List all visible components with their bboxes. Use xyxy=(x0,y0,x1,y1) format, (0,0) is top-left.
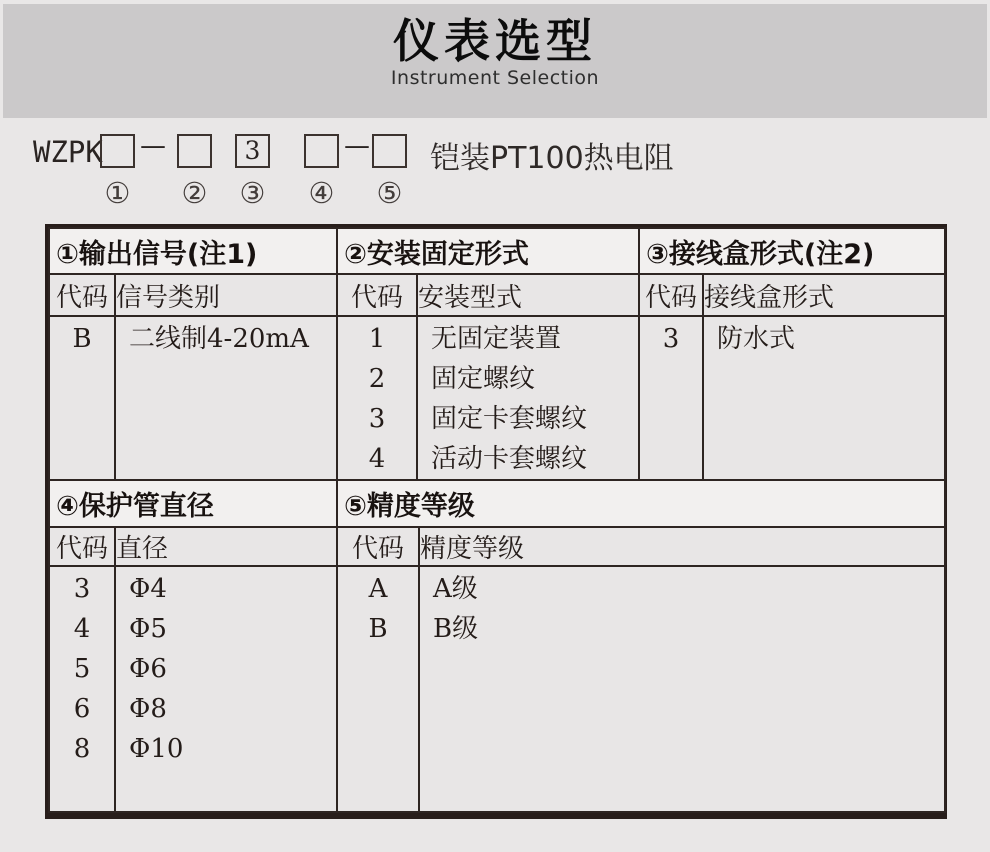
model-code-box-3: 3 xyxy=(235,134,270,168)
model-code-box-2 xyxy=(177,134,212,168)
code-cell xyxy=(49,566,115,812)
value-cell-line: 防水式 xyxy=(717,324,796,354)
code-cell-line: B xyxy=(72,324,92,354)
value-cell xyxy=(417,316,639,480)
column-header-code: 代码 xyxy=(337,274,417,316)
dash-separator: — xyxy=(344,131,370,161)
value-cell-line: Φ6 xyxy=(129,654,167,684)
page-subtitle: Instrument Selection xyxy=(390,66,600,89)
selection-table xyxy=(45,224,947,819)
value-cell-line: Φ8 xyxy=(129,694,167,724)
value-cell xyxy=(703,316,945,480)
code-cell-line: 1 xyxy=(368,324,386,354)
model-code-box-4 xyxy=(304,134,339,168)
value-cell-line: 固定螺纹 xyxy=(431,364,536,394)
code-cell-line: 6 xyxy=(73,694,91,724)
column-header-code: 代码 xyxy=(337,527,419,566)
column-header-value: 精度等级 xyxy=(419,527,945,566)
circled-number-4: ④ xyxy=(308,176,335,210)
value-cell xyxy=(419,566,945,812)
column-header-code: 代码 xyxy=(49,274,115,316)
model-prefix: WZPK xyxy=(33,135,103,169)
code-cell xyxy=(639,316,703,480)
code-cell-line: 4 xyxy=(73,614,91,644)
circled-number-3: ③ xyxy=(239,176,266,210)
code-cell-line: 5 xyxy=(73,654,91,684)
value-cell-line: 二线制4-20mA xyxy=(129,324,309,354)
value-cell-line: Φ10 xyxy=(129,734,184,764)
section-title: ④保护管直径 xyxy=(49,481,337,527)
column-header-code: 代码 xyxy=(639,274,703,316)
circled-number-2: ② xyxy=(181,176,208,210)
model-code-box-1 xyxy=(100,134,135,168)
value-cell xyxy=(115,316,337,480)
value-cell-line: 活动卡套螺纹 xyxy=(431,444,588,474)
column-header-value: 信号类别 xyxy=(115,274,337,316)
section-title: ①输出信号(注1) xyxy=(49,228,337,274)
code-cell xyxy=(49,316,115,480)
code-cell-line: 3 xyxy=(73,574,91,604)
column-header-value: 安装型式 xyxy=(417,274,639,316)
column-header-code: 代码 xyxy=(49,527,115,566)
section-title: ③接线盒形式(注2) xyxy=(639,228,945,274)
column-header-value: 接线盒形式 xyxy=(703,274,945,316)
code-cell-line: 2 xyxy=(368,364,386,394)
selection-table-bottom xyxy=(48,481,946,813)
model-code-box-5 xyxy=(372,134,407,168)
code-cell-line: B xyxy=(368,614,388,644)
value-cell-line: 固定卡套螺纹 xyxy=(431,404,588,434)
value-cell-line: Φ4 xyxy=(129,574,167,604)
code-cell xyxy=(337,566,419,812)
column-header-value: 直径 xyxy=(115,527,337,566)
section-title: ②安装固定形式 xyxy=(337,228,639,274)
value-cell-line: B级 xyxy=(433,614,479,644)
selection-table-top xyxy=(48,227,946,481)
code-cell-line: 4 xyxy=(368,444,386,474)
code-cell-line: 3 xyxy=(662,324,680,354)
circled-number-1: ① xyxy=(104,176,131,210)
code-cell-line: A xyxy=(368,574,388,604)
value-cell-line: A级 xyxy=(433,574,478,604)
code-cell-line: 8 xyxy=(73,734,91,764)
value-cell-line: Φ5 xyxy=(129,614,167,644)
dash-separator: — xyxy=(140,131,166,161)
model-suffix: 铠装PT100热电阻 xyxy=(430,141,674,176)
page-title: 仪表选型 xyxy=(393,14,597,68)
value-cell-line: 无固定装置 xyxy=(431,324,562,354)
code-cell xyxy=(337,316,417,480)
circled-number-5: ⑤ xyxy=(376,176,403,210)
value-cell xyxy=(115,566,337,812)
section-title: ⑤精度等级 xyxy=(337,481,945,527)
model-code-row xyxy=(0,118,990,222)
header-band xyxy=(3,4,987,118)
code-cell-line: 3 xyxy=(368,404,386,434)
